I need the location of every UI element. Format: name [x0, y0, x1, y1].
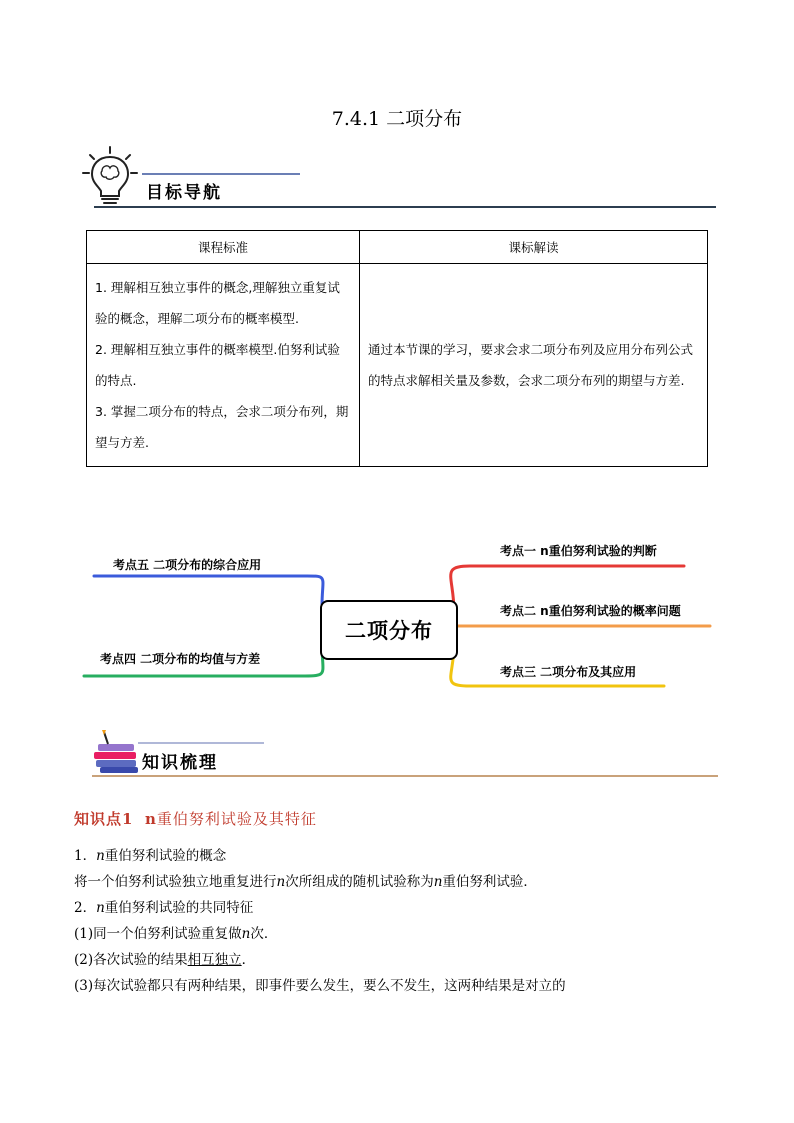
banner-label: 目标导航: [146, 183, 222, 203]
heading-rest: 重伯努利试验及其特征: [156, 810, 317, 828]
mindmap-branch-5: 考点五 二项分布的综合应用: [113, 558, 262, 572]
mindmap-branch-2: 考点二 n重伯努利试验的概率问题: [500, 604, 681, 618]
knowledge-point-heading: [74, 808, 317, 829]
banner-underline: [138, 742, 264, 744]
mindmap-branch-3: 考点三 二项分布及其应用: [500, 665, 637, 679]
section-banner-goals: [80, 145, 720, 215]
standard-item: 3. 掌握二项分布的特点，会求二项分布列，期望与方差.: [95, 404, 349, 450]
feature-1: (1)同一个伯努利试验重复做n次．: [74, 926, 278, 942]
section-2-title: 2．n重伯努利试验的共同特征: [74, 900, 254, 916]
mindmap-branch-4: 考点四 二项分布的均值与方差: [100, 652, 261, 666]
section-1-body: 将一个伯努利试验独立地重复进行n次所组成的随机试验称为n重伯努利试验．: [74, 874, 537, 890]
heading-n: n: [144, 810, 157, 828]
table-header-standard: 课程标准: [87, 231, 360, 264]
standard-cell: [87, 264, 360, 467]
feature-2: (2)各次试验的结果相互独立．: [74, 952, 256, 968]
page-title: 7.4.1 二项分布: [331, 108, 463, 130]
curriculum-table: [86, 230, 708, 467]
banner-rule: [94, 206, 716, 208]
lightbulb-brain-icon: [80, 145, 140, 209]
books-icon: [92, 730, 142, 776]
standard-item: 2. 理解相互独立事件的概率模型.伯努利试验的特点.: [95, 342, 340, 388]
mindmap-branch-1: 考点一 n重伯努利试验的判断: [500, 544, 657, 558]
heading-prefix: 知识点1: [74, 810, 134, 828]
knowledge-body: [74, 843, 734, 999]
interpretation-cell: 通过本节课的学习，要求会求二项分布列及应用分布列公式的特点求解相关量及参数，会求二项分布列的期望与方差.: [360, 264, 708, 467]
table-header-interpretation: 课标解读: [360, 231, 708, 264]
feature-3: (3)每次试验都只有两种结果，即事件要么发生，要么不发生，这两种结果是对立的: [74, 978, 566, 994]
branch-line-5: [94, 576, 323, 606]
mindmap-center: 二项分布: [320, 600, 458, 660]
section-1-title: 1．n重伯努利试验的概念: [74, 848, 227, 864]
section-banner-knowledge: [92, 730, 722, 782]
banner-label: 知识梳理: [142, 753, 218, 773]
banner-rule: [92, 775, 718, 777]
standard-item: 1. 理解相互独立事件的概念,理解独立重复试验的概念，理解二项分布的概率模型.: [95, 280, 340, 326]
banner-underline: [142, 173, 300, 175]
